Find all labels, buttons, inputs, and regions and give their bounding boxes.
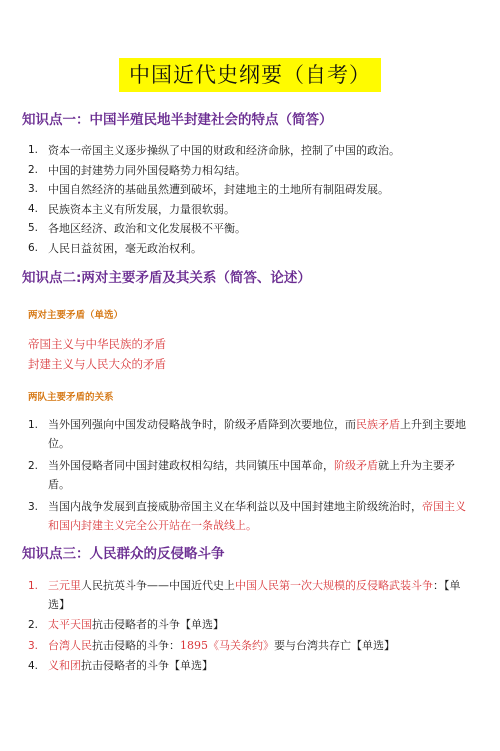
- item-highlight: 中国人民第一次大规模的反侵略武装斗争: [235, 579, 433, 592]
- item-highlight: 太平天国: [48, 618, 92, 631]
- subheading-relationship: 两队主要矛盾的关系: [28, 392, 114, 403]
- item-number: 1.: [28, 580, 39, 592]
- item-highlight: 台湾人民: [48, 638, 92, 652]
- item-text: 抗击侵略者的斗争【单选】: [81, 659, 213, 672]
- item-text: 当外国侵略者同中国封建政权相勾结，共同镇压中国革命，: [48, 459, 334, 472]
- item-text: 资本一帝国主义逐步操纵了中国的财政和经济命脉，控制了中国的政治。: [48, 144, 400, 157]
- list-item: [0, 637, 470, 656]
- list-item: [0, 577, 470, 614]
- item-highlight: 义和团: [48, 659, 81, 672]
- item-text: 人民抗英斗争——中国近代史上: [81, 579, 235, 592]
- page-title: 中国近代史纲要（自考）: [119, 58, 381, 92]
- contradiction-1: 帝国主义与中华民族的矛盾: [28, 337, 166, 351]
- item-text: 民族资本主义有所发展，力量很软弱。: [48, 202, 235, 216]
- list-item: [0, 180, 470, 200]
- section-3-list: [0, 577, 470, 678]
- item-text: 就上升为主要矛盾。: [48, 459, 455, 491]
- list-item: [0, 219, 470, 239]
- section-1-list: [0, 141, 470, 258]
- item-number: 1.: [28, 419, 39, 431]
- item-text: 各地区经济、政治和文化发展极不平衡。: [48, 222, 246, 235]
- list-item: [0, 416, 470, 453]
- item-text: 中国的封建势力同外国侵略势力相勾结。: [48, 163, 246, 177]
- section-2-list: [0, 416, 470, 539]
- item-number: 1.: [28, 144, 39, 156]
- item-number: 2.: [28, 619, 39, 631]
- item-text: 抗击侵略的斗争：: [92, 638, 180, 652]
- item-number: 4.: [28, 202, 39, 215]
- subheading-main-contradictions: 两对主要矛盾（单选）: [28, 310, 124, 321]
- item-number: 3.: [28, 639, 39, 652]
- item-text: 要与台湾共存亡【单选】: [274, 638, 395, 652]
- list-item: [0, 457, 470, 494]
- item-highlight: 民族矛盾: [356, 418, 400, 431]
- item-number: 2.: [28, 460, 39, 472]
- list-item: [0, 141, 470, 161]
- item-text: 中国自然经济的基础虽然遭到破坏，封建地主的土地所有制阻碍发展。: [48, 183, 389, 196]
- section-3-heading: 知识点三：人民群众的反侵略斗争: [22, 546, 225, 562]
- item-number: 6.: [28, 241, 39, 254]
- item-number: 4.: [28, 660, 39, 672]
- item-highlight: 三元里: [48, 579, 81, 592]
- item-number: 5.: [28, 222, 39, 234]
- section-1-heading: 知识点一：中国半殖民地半封建社会的特点（简答）: [22, 112, 333, 128]
- item-text: 抗击侵略者的斗争【单选】: [92, 618, 224, 631]
- list-item: [0, 657, 470, 676]
- item-number: 3.: [28, 501, 39, 513]
- item-highlight: 阶级矛盾: [334, 459, 378, 472]
- section-2-heading: 知识点二:两对主要矛盾及其关系（简答、论述）: [22, 270, 311, 286]
- list-item: [0, 616, 470, 635]
- item-text: 上升到主要地位。: [48, 418, 466, 450]
- list-item: [0, 200, 470, 220]
- contradiction-2: 封建主义与人民大众的矛盾: [28, 357, 166, 371]
- item-text: 人民日益贫困，毫无政治权利。: [48, 241, 202, 255]
- list-item: [0, 498, 470, 535]
- title-block: [0, 0, 500, 102]
- item-number: 2.: [28, 163, 39, 176]
- item-text: ：【单选】: [48, 579, 461, 611]
- item-number: 3.: [28, 183, 39, 195]
- list-item: [0, 161, 470, 181]
- item-highlight: 1895《马关条约》: [180, 638, 274, 652]
- item-text: 当国内战争发展到直接威胁帝国主义在华利益以及中国封建地主阶级统治时，: [48, 500, 422, 513]
- item-highlight: 帝国主义和国内封建主义完全公开站在一条战线上。: [48, 500, 466, 532]
- list-item: [0, 239, 470, 259]
- item-text: 当外国列强向中国发动侵略战争时，阶级矛盾降到次要地位，而: [48, 418, 356, 431]
